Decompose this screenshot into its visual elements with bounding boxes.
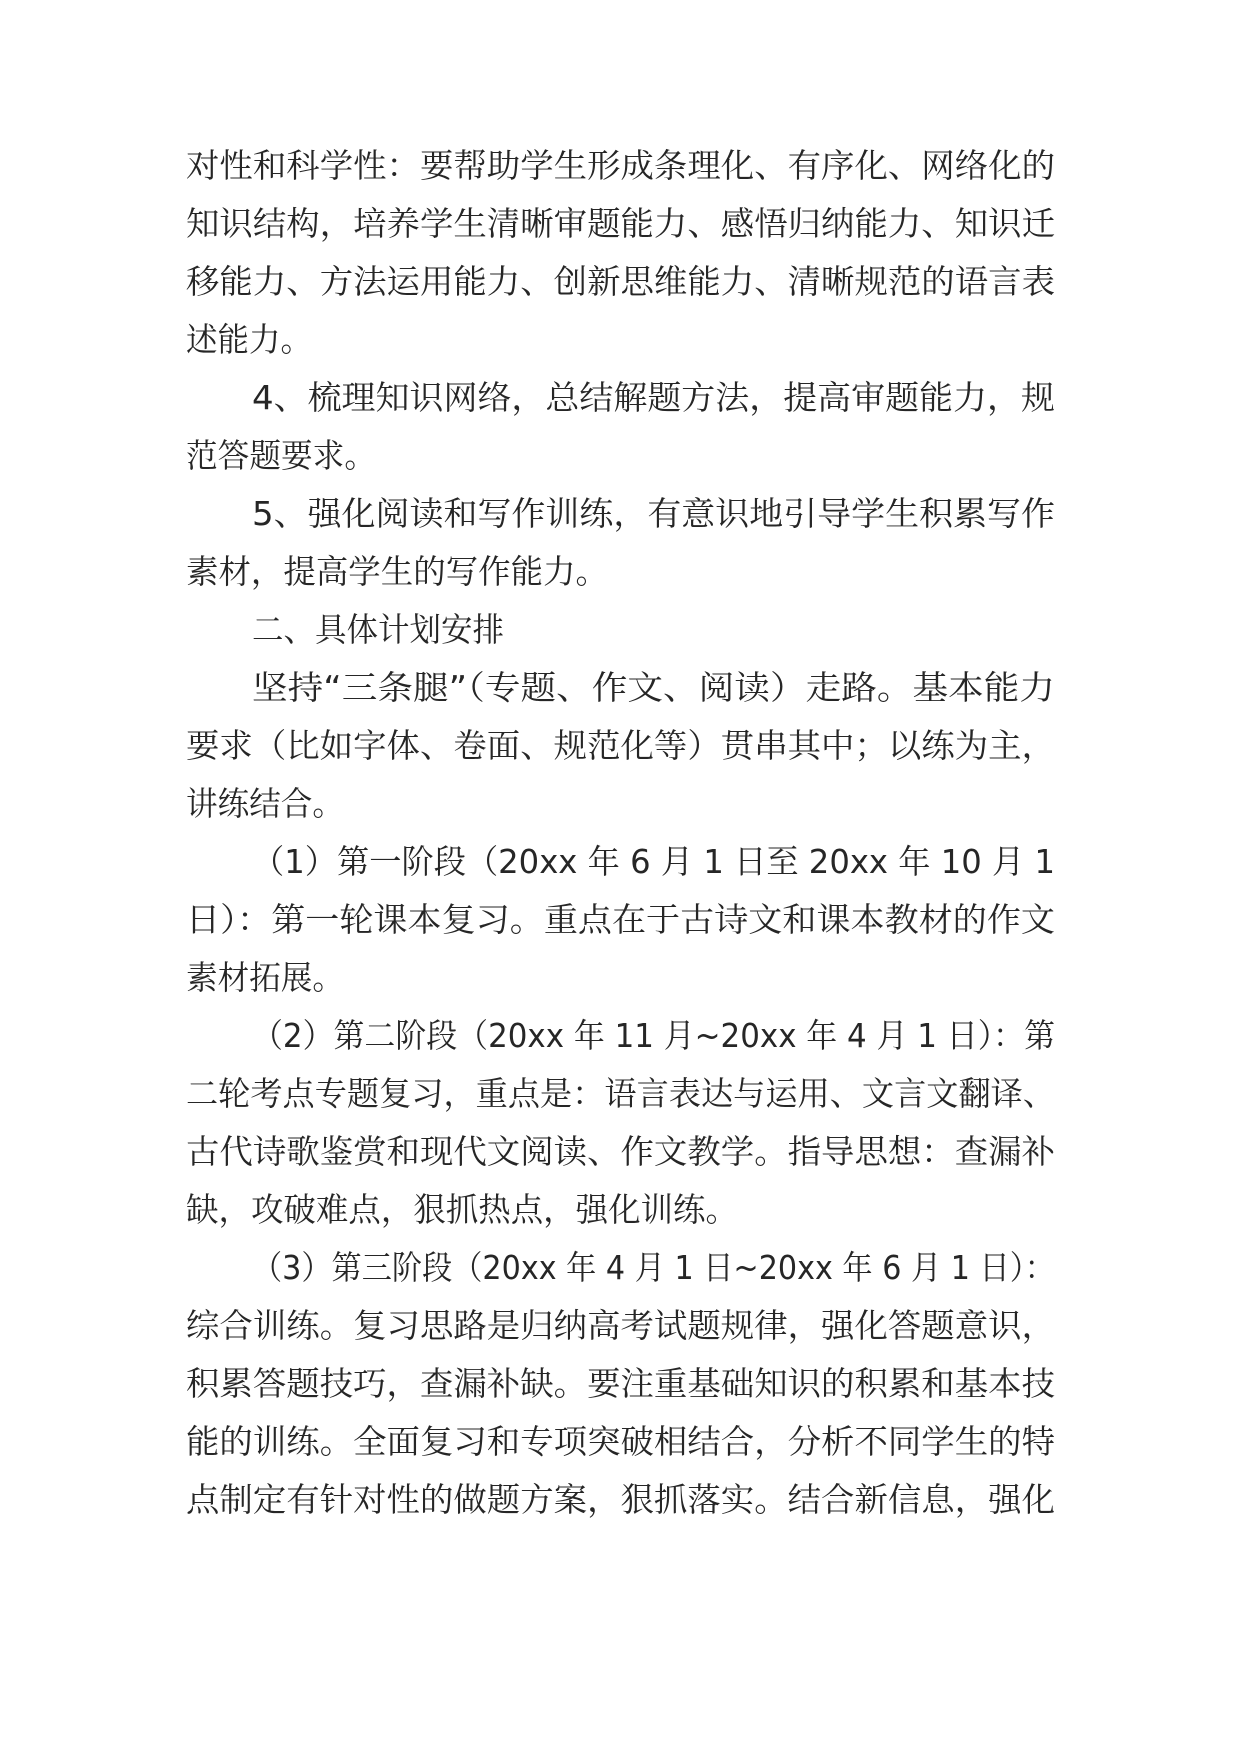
text-line-8: [0, 543, 1241, 601]
text-line-15-content: 素材拓展。: [186, 958, 344, 997]
text-line-1: [0, 137, 1241, 195]
text-line-7: [0, 485, 1241, 543]
text-line-16-content: （2）第二阶段（20xx 年 11 月~20xx 年 4 月 1 日）：第: [252, 1016, 1055, 1055]
text-line-22-content: 积累答题技巧，查漏补缺。要注重基础知识的积累和基本技: [186, 1364, 1055, 1403]
text-line-9: [0, 601, 1241, 659]
text-line-24-content: 点制定有针对性的做题方案，狠抓落实。结合新信息，强化: [186, 1480, 1055, 1519]
text-line-18-content: 古代诗歌鉴赏和现代文阅读、作文教学。指导思想：查漏补: [186, 1132, 1055, 1171]
text-line-13: [0, 833, 1241, 891]
text-line-14: [0, 891, 1241, 949]
text-line-3: [0, 253, 1241, 311]
text-line-2: [0, 195, 1241, 253]
text-line-17: [0, 1065, 1241, 1123]
text-line-3-content: 移能力、方法运用能力、创新思维能力、清晰规范的语言表: [186, 262, 1055, 301]
text-line-6: [0, 427, 1241, 485]
text-line-5: [0, 369, 1241, 427]
text-line-19-content: 缺，攻破难点，狠抓热点，强化训练。: [186, 1190, 738, 1229]
text-line-21: [0, 1297, 1241, 1355]
text-line-7-content: 5、强化阅读和写作训练，有意识地引导学生积累写作: [252, 494, 1055, 533]
text-line-11: [0, 717, 1241, 775]
text-line-20: [0, 1239, 1241, 1297]
text-line-15: [0, 949, 1241, 1007]
text-line-16: [0, 1007, 1241, 1065]
text-line-19: [0, 1181, 1241, 1239]
text-line-17-content: 二轮考点专题复习，重点是：语言表达与运用、文言文翻译、: [186, 1074, 1055, 1113]
text-line-20-content: （3）第三阶段（20xx 年 4 月 1 日~20xx 年 6 月 1 日）：: [252, 1248, 1055, 1287]
text-line-23: [0, 1413, 1241, 1471]
text-line-12: [0, 775, 1241, 833]
text-line-9-content: 二、具体计划安排: [252, 610, 504, 649]
text-line-6-content: 范答题要求。: [186, 436, 376, 475]
text-line-1-content: 对性和科学性：要帮助学生形成条理化、有序化、网络化的: [186, 146, 1055, 185]
text-line-11-content: 要求（比如字体、卷面、规范化等）贯串其中；以练为主，: [186, 726, 1055, 765]
text-line-5-content: 4、梳理知识网络，总结解题方法，提高审题能力，规: [252, 378, 1055, 417]
text-line-10: [0, 659, 1241, 717]
text-line-14-content: 日）：第一轮课本复习。重点在于古诗文和课本教材的作文: [186, 900, 1055, 939]
text-line-18: [0, 1123, 1241, 1181]
text-line-24: [0, 1471, 1241, 1529]
text-line-21-content: 综合训练。复习思路是归纳高考试题规律，强化答题意识，: [186, 1306, 1055, 1345]
text-line-8-content: 素材，提高学生的写作能力。: [186, 552, 608, 591]
text-line-2-content: 知识结构，培养学生清晰审题能力、感悟归纳能力、知识迁: [186, 204, 1055, 243]
text-line-22: [0, 1355, 1241, 1413]
text-line-13-content: （1）第一阶段（20xx 年 6 月 1 日至 20xx 年 10 月 1: [252, 842, 1055, 881]
text-line-10-content: 坚持“三条腿”（专题、作文、阅读）走路。基本能力: [252, 668, 1055, 707]
text-line-4: [0, 311, 1241, 369]
text-line-4-content: 述能力。: [186, 320, 312, 359]
text-line-12-content: 讲练结合。: [186, 784, 344, 823]
text-line-23-content: 能的训练。全面复习和专项突破相结合，分析不同学生的特: [186, 1422, 1055, 1461]
